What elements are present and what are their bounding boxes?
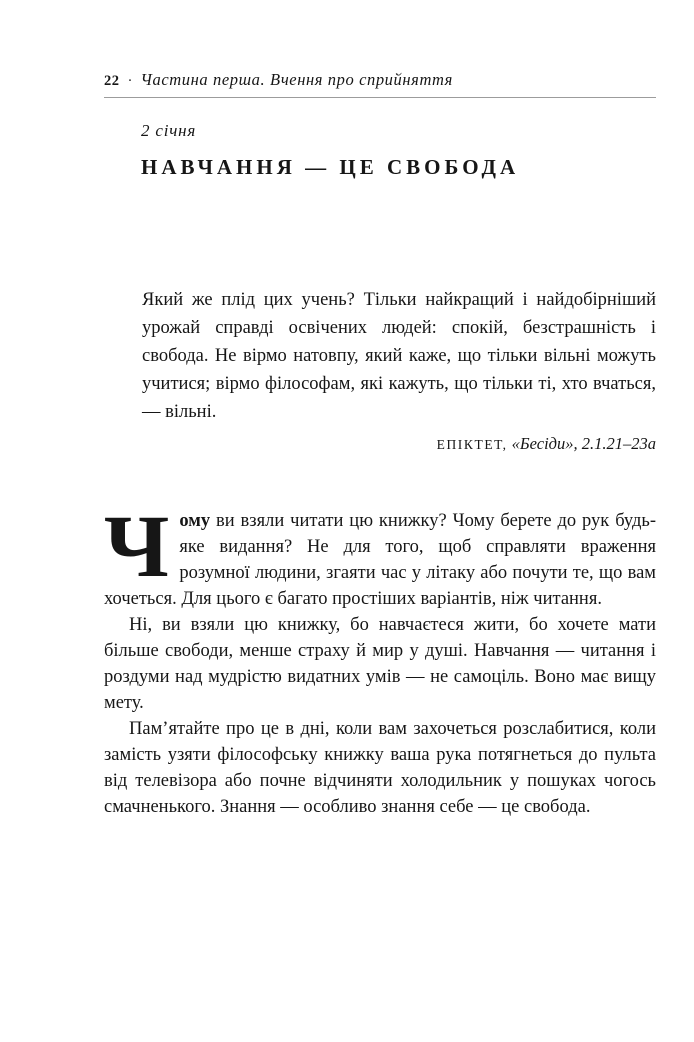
page-number: 22	[104, 73, 120, 89]
running-title: Частина перша. Вчення про сприйняття	[140, 70, 453, 89]
epigraph-text: Який же плід цих учень? Тільки найкращий і найдобірніший урожай справді освічених людей: спокій, безстрашність і свобода. Не вірмо натовпу, який каже, що тільки вільні можуть учитися; вірмо філософам, які кажуть, що тільки ті, хто вчаться, — вільні.	[142, 290, 656, 422]
epigraph-attribution	[142, 433, 656, 456]
paragraph-third: Пам’ятайте про це в дні, коли вам захочеться розслабитися, коли замість узяти філософську книжку ваша рука потягнеться до пульта від телевізора або почне відчиняти холодильник у пошуках чогось смачненького. Знання — особливо знання себе — це свобода.	[104, 719, 656, 817]
running-header	[104, 70, 656, 98]
paragraph-first	[104, 498, 656, 612]
entry-title: НАВЧАННЯ — ЦЕ СВОБОДА	[141, 155, 520, 179]
epigraph-author: ЕПІКТЕТ,	[436, 437, 508, 452]
paragraph-second: Ні, ви взяли цю книжку, бо навчаєтеся жити, бо хочете мати більше свободи, менше страху й мир у душі. Навчання — читання і роздуми над мудрістю видатних умів — не самоціль. Воно має вищу мету.	[104, 615, 656, 713]
epigraph	[142, 286, 656, 456]
header-separator: ·	[127, 73, 133, 89]
lead-word: ому	[179, 511, 211, 531]
drop-cap: Ч	[104, 498, 170, 596]
paragraph-first-text: ви взяли читати цю книжку? Чому берете до рук будь-яке видання? Не для того, щоб справляти враження розумної людини, згаяти час у літаку або почути те, що вам хочеться. Для цього є багато простіших варіантів, ніж читання.	[104, 511, 656, 609]
entry-heading	[141, 121, 656, 180]
epigraph-source: «Бесіди», 2.1.21–23а	[511, 434, 656, 453]
body-text	[104, 498, 656, 820]
entry-date: 2 січня	[141, 121, 197, 140]
